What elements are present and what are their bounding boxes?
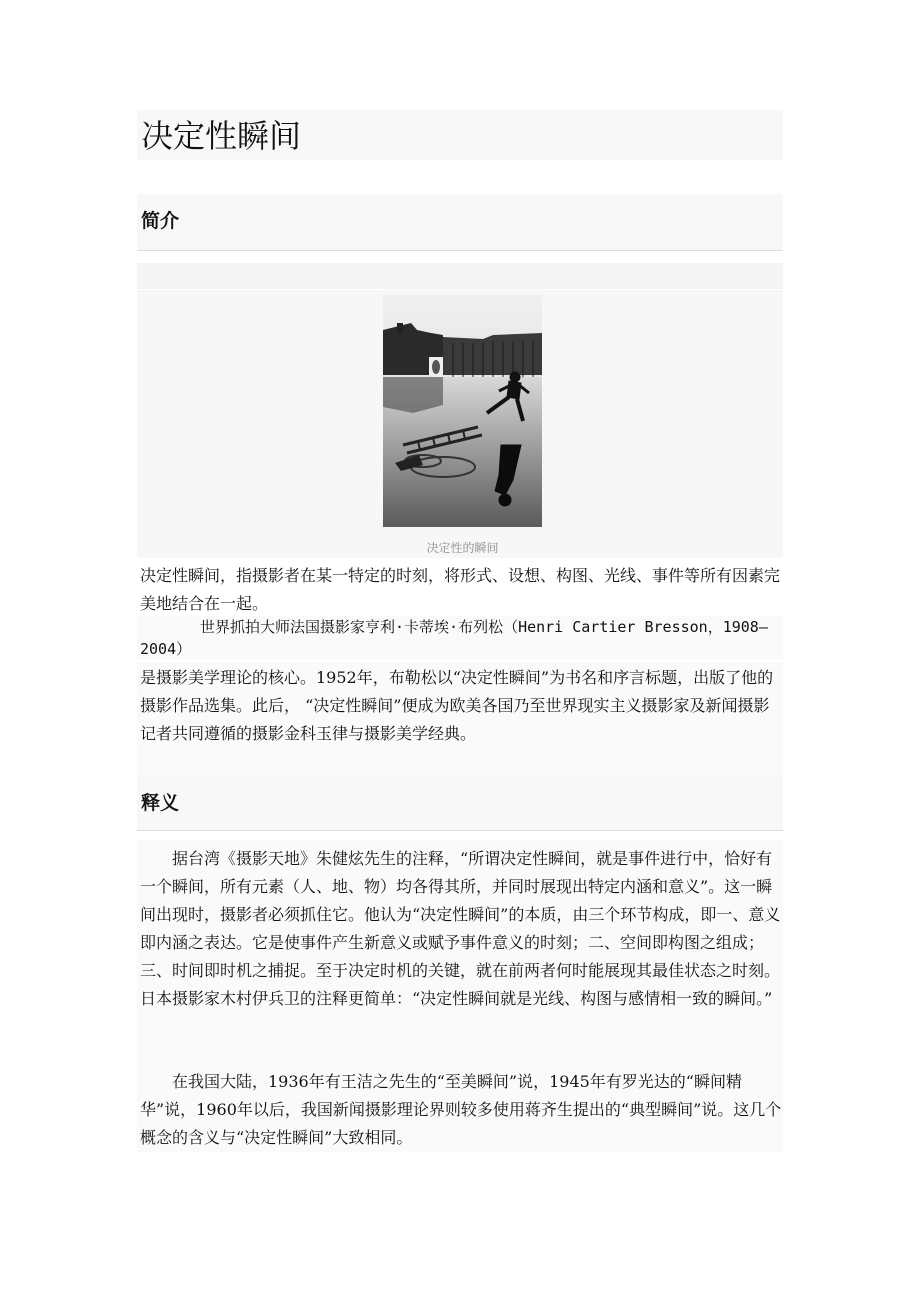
meaning-paragraph-1: 据台湾《摄影天地》朱健炫先生的注释，“所谓决定性瞬间，就是事件进行中，恰好有一个瞬间，所有元素（人、地、物）均各得其所，并同时展现出特定内涵和意义”。这一瞬间出现时，摄影者必须抓住它。他认为“决定性瞬间”的本质，由三个环节构成，即一、意义即内涵之表达。它是使事件产生新意义或赋予事件意义的时刻；二、空间即构图之组成；三、时间即时机之捕捉。至于决定时机的关键，就在前两者何时能展现其最佳状态之时刻。日本摄影家木村伊兵卫的注释更简单：“决定性瞬间就是光线、构图与感情相一致的瞬间。” xyxy=(140,849,781,1008)
meaning-paragraph-2: 在我国大陆，1936年有王洁之先生的“至美瞬间”说，1945年有罗光达的“瞬间精华”说，1960年以后，我国新闻摄影理论界则较多使用蒋齐生提出的“典型瞬间”说。这几个概念的含义与“决定性瞬间”大致相同。 xyxy=(140,1072,782,1147)
section-heading-block-intro xyxy=(137,194,783,251)
figure-caption: 决定性的瞬间 xyxy=(426,541,499,555)
intro-paragraph: 决定性瞬间，指摄影者在某一特定的时刻，将形式、设想、构图、光线、事件等所有因素完美地结合在一起。 xyxy=(140,566,781,613)
bresson-line: 世界抓拍大师法国摄影家亨利·卡蒂埃·布列松（Henri Cartier Bresson，1908—2004） xyxy=(140,618,768,658)
photo-image xyxy=(383,295,542,527)
section-heading-block-meaning xyxy=(137,774,783,831)
spacer-strip xyxy=(137,263,783,289)
page-title: 决定性瞬间 xyxy=(141,117,302,155)
section-heading-meaning: 释义 xyxy=(141,792,180,814)
title-block xyxy=(137,110,783,160)
history-paragraph: 是摄影美学理论的核心。1952年，布勒松以“决定性瞬间”为书名和序言标题，出版了他的摄影作品选集。此后， “决定性瞬间”便成为欧美各国乃至世界现实主义摄影家及新闻摄影记者共同遵循的摄影金科玉律与摄影美学经典。 xyxy=(140,668,774,743)
section-heading-intro: 简介 xyxy=(141,210,180,232)
